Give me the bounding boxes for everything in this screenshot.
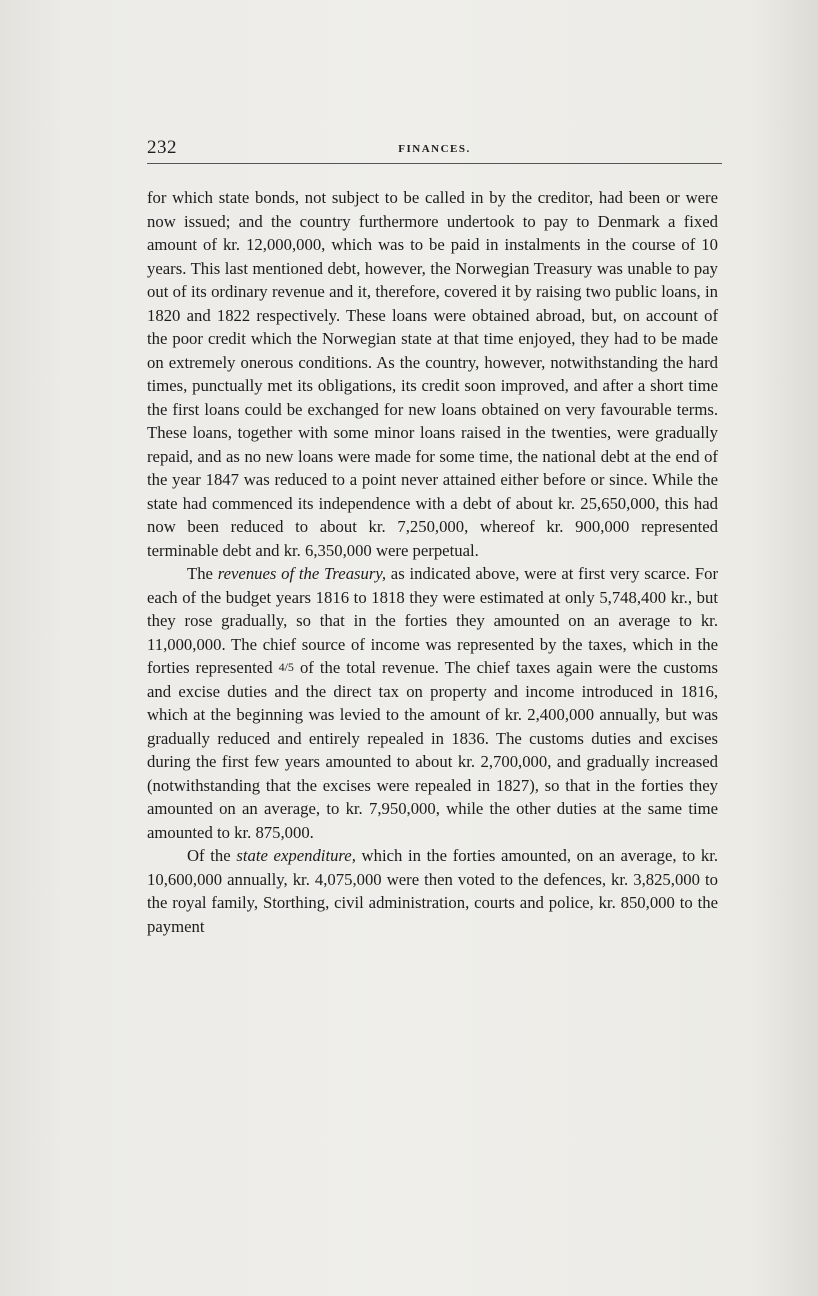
paragraph-2-middle: as indicated above, were at first very scarce. For each of the budget years 1816 to 1818 they were estimated at only 5,748,400 kr., but they rose gradually, so that in the forties they amounted on an average to kr. 11,000,000. The chief source of income was represented by the taxes, which in the forties represented [147,564,718,677]
page-header [147,137,722,164]
paragraph-2-emphasis: revenues of the Treasury, [217,564,387,583]
paragraph-2-end: of the total revenue. The chief taxes again were the customs and excise duties and the direct tax on property and income introduced in 1816, which at the beginning was levied to the amount of kr. 2,400,000 annually, but was gradually reduced and entirely repealed in 1836. The customs duties and excises during the first few years amounted to about kr. 2,700,000, and gradually increased (notwithstanding that the excises were repealed in 1827), so that in the forties they amounted on an average, to kr. 7,950,000, while the other duties at the same time amounted to kr. 875,000. [147,658,718,842]
page-body [147,186,718,938]
page-number: 232 [147,137,177,158]
running-title: FINANCES. [398,143,471,155]
paragraph-3 [147,844,718,938]
fraction: 4/5 [278,660,294,674]
paragraph-3-start: Of the [187,846,237,865]
paragraph-3-end: which in the forties amounted, on an average, to kr. 10,600,000 annually, kr. 4,075,000 were then voted to the defences, kr. 3,825,000 to the royal family, Storthing, civil administration, courts and police, kr. 850,000 to the payment [147,846,718,936]
paragraph-2 [147,562,718,844]
paragraph-3-emphasis: state expenditure, [236,846,356,865]
paragraph-2-start: The [187,564,218,583]
paragraph-1 [147,186,718,562]
paragraph-1-text: for which state bonds, not subject to be called in by the creditor, had been or were now issued; and the country furthermore undertook to pay to Denmark a fixed amount of kr. 12,000,000, which was to be paid in instalments in the course of 10 years. This last mentioned debt, however, the Norwegian Treasury was unable to pay out of its ordinary revenue and it, therefore, covered it by raising two public loans, in 1820 and 1822 respectively. These loans were obtained abroad, but, on account of the poor credit which the Norwegian state at that time enjoyed, they had to be made on extremely onerous conditions. As the country, however, notwithstanding the hard times, punctually met its obligations, its credit soon improved, and after a short time the first loans could be exchanged for new loans obtained on very favourable terms. These loans, together with some minor loans raised in the twenties, were gradually repaid, and as no new loans were made for some time, the national debt at the end of the year 1847 was reduced to a point never attained either before or since. While the state had commenced its independence with a debt of about kr. 25,650,000, this had now been reduced to about kr. 7,250,000, whereof kr. 900,000 represented terminable debt and kr. 6,350,000 were perpetual. [147,188,718,560]
